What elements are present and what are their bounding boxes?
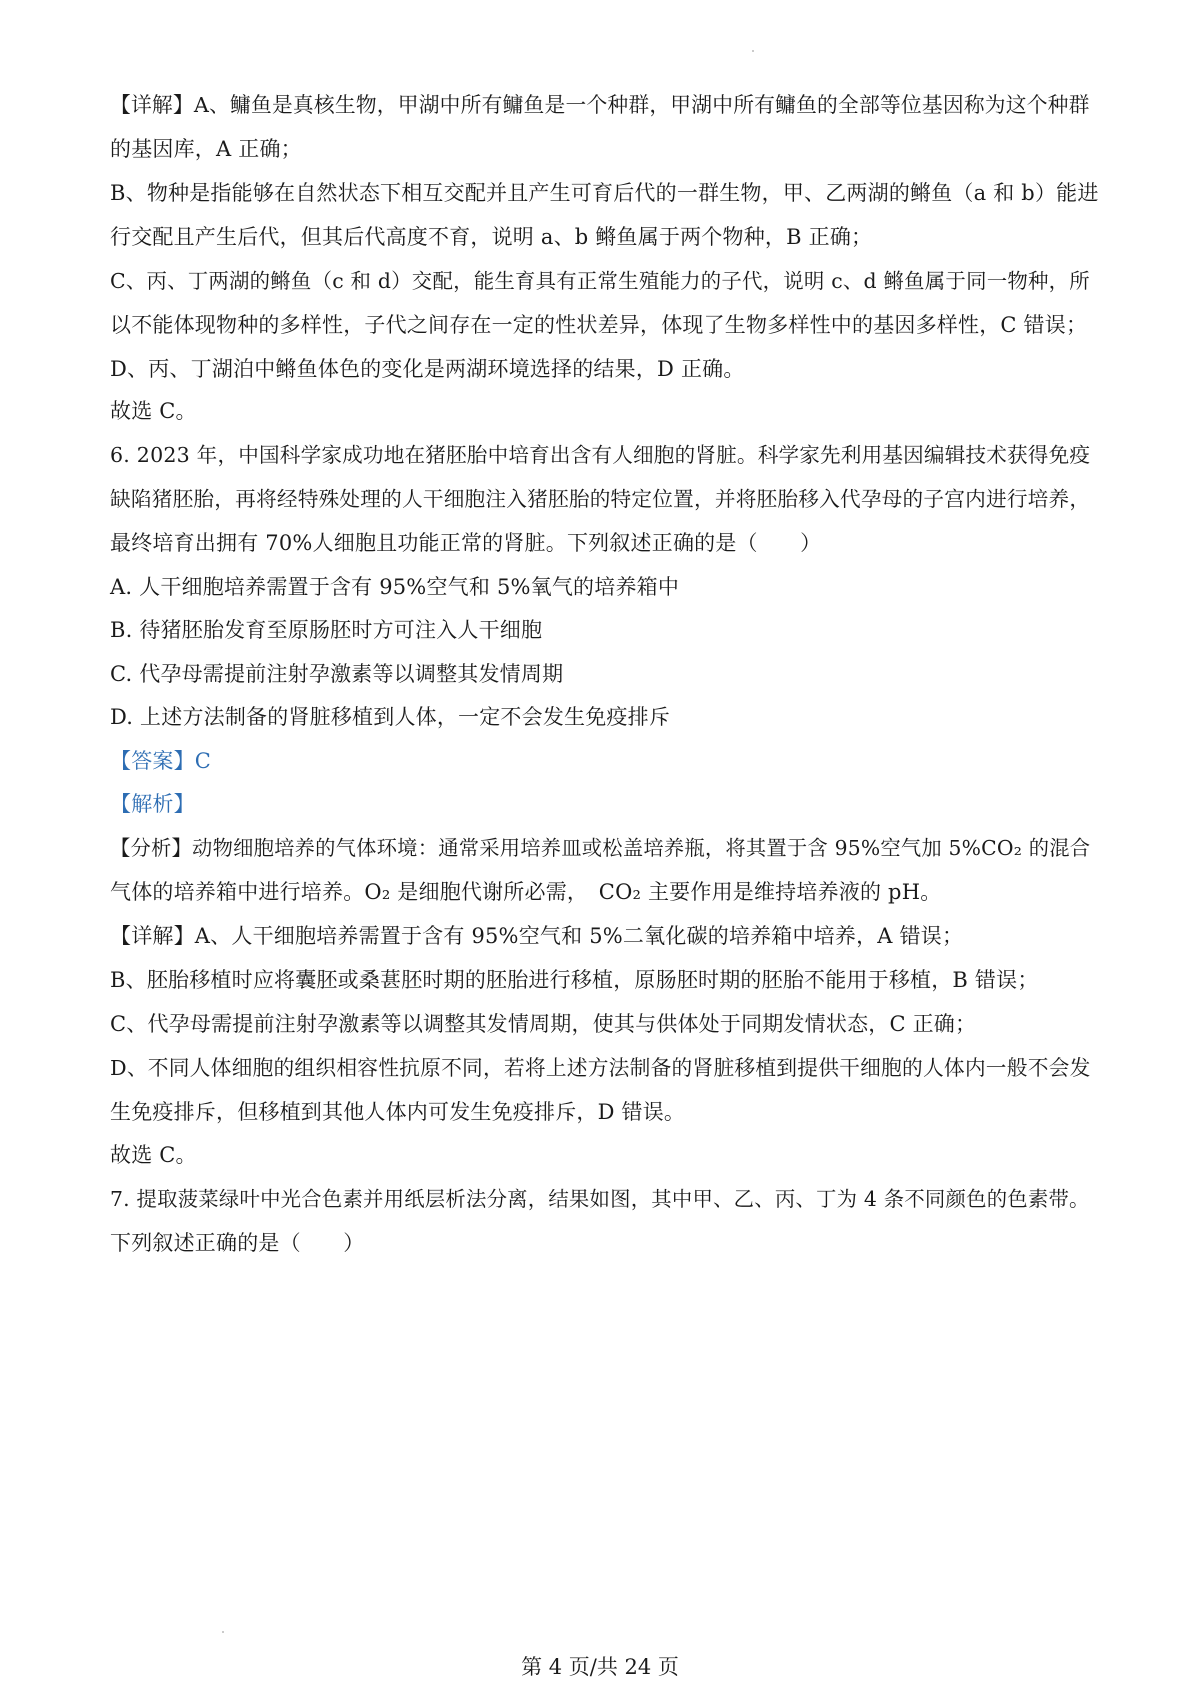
option-c: C. 代孕母需提前注射孕激素等以调整其发情周期 <box>110 662 564 686</box>
detail-text: B、胚胎移植时应将囊胚或桑葚胚时期的胚胎进行移植，原肠胚时期的胚胎不能用于移植，B 错误； <box>110 968 1039 992</box>
analysis-text: 【分析】动物细胞培养的气体环境：通常采用培养皿或松盖培养瓶，将其置于含 95%空气加 5%CO₂ 的混合 <box>110 836 1091 860</box>
question-stem: 最终培育出拥有 70%人细胞且功能正常的肾脏。下列叙述正确的是（ ） <box>110 531 822 555</box>
conclusion-text: 故选 C。 <box>110 1143 197 1167</box>
answer-line: 【答案】C <box>110 749 212 773</box>
text-line: 故选 C。 <box>110 399 197 423</box>
question-stem: 缺陷猪胚胎，再将经特殊处理的人干细胞注入猪胚胎的特定位置，并将胚胎移入代孕母的子宫内进行培养， <box>110 487 1091 511</box>
question-stem: 7. 提取菠菜绿叶中光合色素并用纸层析法分离，结果如图，其中甲、乙、丙、丁为 4 条不同颜色的色素带。 <box>110 1187 1090 1211</box>
scan-speck <box>752 50 754 52</box>
question-stem: 6. 2023 年，中国科学家成功地在猪胚胎中培育出含有人细胞的肾脏。科学家先利用基因编辑技术获得免疫 <box>110 443 1091 467</box>
text-line: D、丙、丁湖泊中鳉鱼体色的变化是两湖环境选择的结果，D 正确。 <box>110 357 745 381</box>
detail-text: C、代孕母需提前注射孕激素等以调整其发情周期，使其与供体处于同期发情状态，C 正确； <box>110 1012 977 1036</box>
detail-text: 【详解】A、人干细胞培养需置于含有 95%空气和 5%二氧化碳的培养箱中培养，A 错误； <box>110 924 964 948</box>
page-footer: 第 4 页/共 24 页 <box>521 1655 679 1679</box>
text-line: 【详解】A、鳙鱼是真核生物，甲湖中所有鳙鱼是一个种群，甲湖中所有鳙鱼的全部等位基因称为这个种群 <box>110 93 1090 117</box>
text-line: C、丙、丁两湖的鳉鱼（c 和 d）交配，能生育具有正常生殖能力的子代，说明 c、d 鳉鱼属于同一物种，所 <box>110 269 1090 293</box>
option-b: B. 待猪胚胎发育至原肠胚时方可注入人干细胞 <box>110 618 543 642</box>
analysis-text: 气体的培养箱中进行培养。O₂ 是细胞代谢所必需， CO₂ 主要作用是维持培养液的 pH。 <box>110 880 942 904</box>
option-a: A. 人干细胞培养需置于含有 95%空气和 5%氧气的培养箱中 <box>110 575 680 599</box>
option-d: D. 上述方法制备的肾脏移植到人体，一定不会发生免疫排斥 <box>110 705 671 729</box>
text-line: 行交配且产生后代，但其后代高度不育，说明 a、b 鳉鱼属于两个物种，B 正确； <box>110 225 873 249</box>
detail-text: 生免疫排斥，但移植到其他人体内可发生免疫排斥，D 错误。 <box>110 1100 686 1124</box>
question-stem: 下列叙述正确的是（ ） <box>110 1231 365 1255</box>
detail-text: D、不同人体细胞的组织相容性抗原不同，若将上述方法制备的肾脏移植到提供干细胞的人体内一般不会发 <box>110 1056 1091 1080</box>
scan-speck <box>222 1631 224 1633</box>
analysis-heading: 【解析】 <box>110 792 195 816</box>
text-line: B、物种是指能够在自然状态下相互交配并且产生可育后代的一群生物，甲、乙两湖的鳉鱼（a 和 b）能进 <box>110 181 1099 205</box>
text-line: 以不能体现物种的多样性，子代之间存在一定的性状差异，体现了生物多样性中的基因多样性，C 错误； <box>110 313 1088 337</box>
text-line: 的基因库，A 正确； <box>110 137 302 161</box>
